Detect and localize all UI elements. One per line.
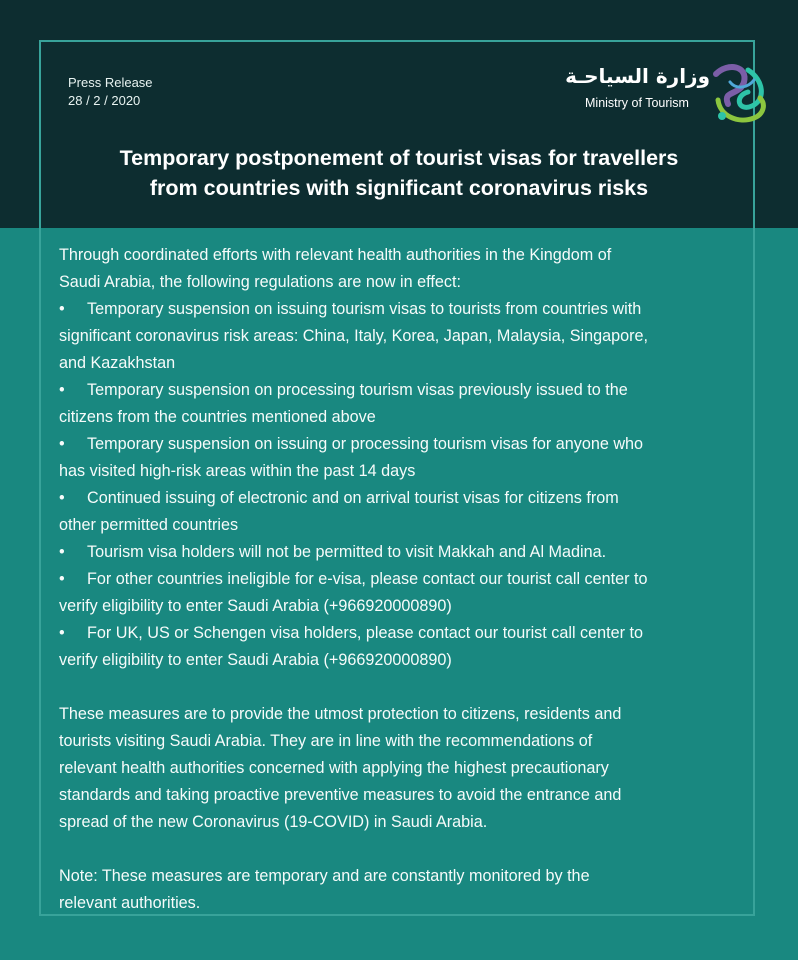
list-item-text: For other countries ineligible for e-visa, please contact our tourist call center to <box>87 570 648 588</box>
note-paragraph <box>59 863 749 917</box>
intro-line: Saudi Arabia, the following regulations are now in effect: <box>59 273 461 291</box>
list-item <box>59 377 749 431</box>
bullet-icon: • <box>59 435 65 453</box>
list-item-text: and Kazakhstan <box>59 354 176 372</box>
list-item <box>59 566 749 620</box>
list-item <box>59 485 749 539</box>
intro-paragraph <box>59 242 749 296</box>
title-line: Temporary postponement of tourist visas for travellers <box>119 146 679 170</box>
list-item <box>59 539 749 566</box>
title-line: from countries with significant coronavirus risks <box>149 176 649 200</box>
press-release-info <box>68 74 153 110</box>
logo-english-text: Ministry of Tourism <box>585 96 689 110</box>
measures-line: tourists visiting Saudi Arabia. They are in line with the recommendations of <box>59 732 593 750</box>
bullet-icon: • <box>59 381 65 399</box>
list-item-text: Temporary suspension on processing tourism visas previously issued to the <box>87 381 628 399</box>
measures-line: spread of the new Coronavirus (19-COVID) in Saudi Arabia. <box>59 813 488 831</box>
note-line: Note: These measures are temporary and are constantly monitored by the <box>59 867 590 885</box>
measures-line: standards and taking proactive preventive measures to avoid the entrance and <box>59 786 622 804</box>
list-item-text: Continued issuing of electronic and on arrival tourist visas for citizens from <box>87 489 619 507</box>
bullet-icon: • <box>59 624 65 642</box>
bullet-icon: • <box>59 489 65 507</box>
bullet-icon: • <box>59 570 65 588</box>
measures-line: relevant health authorities concerned with applying the highest precautionary <box>59 759 609 777</box>
list-item-text: Tourism visa holders will not be permitted to visit Makkah and Al Madina. <box>87 543 607 561</box>
list-item <box>59 431 749 485</box>
paragraph-spacer <box>59 836 749 863</box>
intro-line: Through coordinated efforts with relevant health authorities in the Kingdom of <box>59 246 612 264</box>
paragraph-spacer <box>59 674 749 701</box>
measures-paragraph <box>59 701 749 836</box>
list-item-text: verify eligibility to enter Saudi Arabia (+966920000890) <box>59 651 452 669</box>
bullet-icon: • <box>59 300 65 318</box>
list-item-text: other permitted countries <box>59 516 239 534</box>
list-item-text: verify eligibility to enter Saudi Arabia (+966920000890) <box>59 597 452 615</box>
page-title <box>60 143 738 203</box>
measures-line: These measures are to provide the utmost protection to citizens, residents and <box>59 705 622 723</box>
list-item <box>59 620 749 674</box>
press-release-body <box>59 242 749 917</box>
list-item-text: significant coronavirus risk areas: China, Italy, Korea, Japan, Malaysia, Singapore, <box>59 327 649 345</box>
note-line: relevant authorities. <box>59 894 201 912</box>
press-release-label: Press Release <box>68 75 153 90</box>
list-item-text: citizens from the countries mentioned above <box>59 408 376 426</box>
press-release-date: 28 / 2 / 2020 <box>68 93 141 108</box>
bullet-icon: • <box>59 543 65 561</box>
list-item-text: For UK, US or Schengen visa holders, please contact our tourist call center to <box>87 624 644 642</box>
logo-arabic-text: وزارة السياحـة <box>565 64 710 88</box>
list-item <box>59 296 749 377</box>
ministry-emblem-icon <box>708 60 770 130</box>
list-item-text: Temporary suspension on issuing or processing tourism visas for anyone who <box>87 435 644 453</box>
ministry-logo <box>565 60 772 132</box>
list-item-text: Temporary suspension on issuing tourism visas to tourists from countries with <box>87 300 642 318</box>
list-item-text: has visited high-risk areas within the past 14 days <box>59 462 416 480</box>
